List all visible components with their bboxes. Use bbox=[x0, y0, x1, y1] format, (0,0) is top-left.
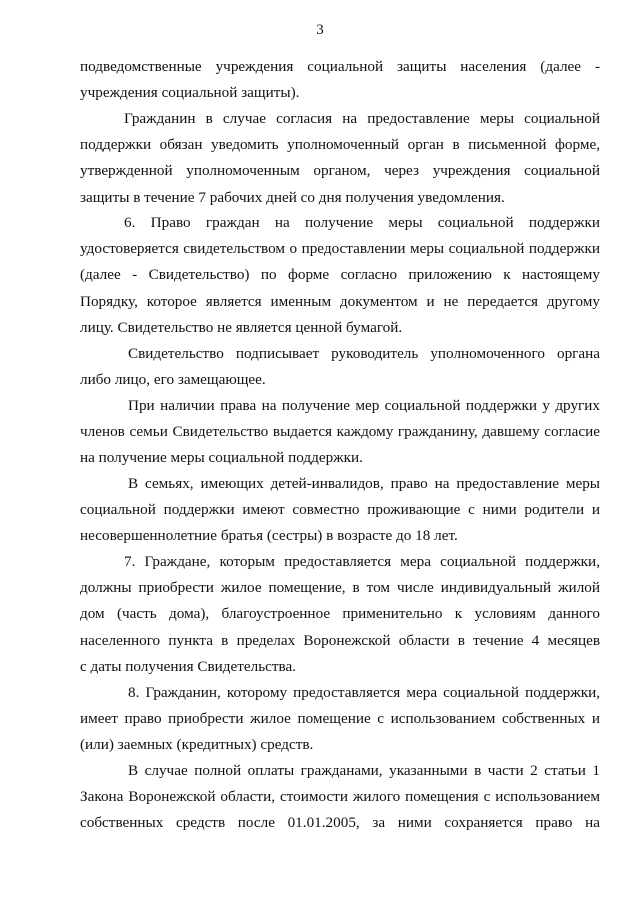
text-line: 6. Право граждан на получение меры социальной поддержки bbox=[124, 214, 600, 231]
text-line: Порядку, которое является именным документом и не передается другому bbox=[80, 292, 600, 310]
text-line: лицу. Свидетельство не является ценной бумагой. bbox=[80, 318, 403, 336]
paragraph bbox=[80, 758, 600, 837]
text-line: либо лицо, его замещающее. bbox=[80, 371, 266, 389]
text-line: учреждения социальной защиты). bbox=[80, 84, 300, 102]
text-line: дом (часть дома), благоустроенное применительно к условиям данного bbox=[80, 605, 600, 623]
text-line: защиты в течение 7 рабочих дней со дня получения уведомления. bbox=[80, 188, 505, 206]
text-line: утвержденной уполномоченным органом, через учреждения социальной bbox=[80, 162, 600, 180]
text-line: 8. Гражданин, которому предоставляется мера социальной поддержки, bbox=[128, 684, 600, 701]
text-line: В случае полной оплаты гражданами, указанными в части 2 статьи 1 bbox=[128, 762, 600, 779]
text-line: При наличии права на получение мер социальной поддержки у других bbox=[128, 397, 600, 414]
text-line: подведомственные учреждения социальной защиты населения (далее - bbox=[80, 58, 600, 75]
text-line: имеет право приобрести жилое помещение с использованием собственных и bbox=[80, 710, 600, 728]
text-line: с даты получения Свидетельства. bbox=[80, 657, 297, 675]
text-line: 7. Граждане, которым предоставляется мера социальной поддержки, bbox=[124, 553, 600, 570]
paragraph bbox=[80, 210, 600, 341]
paragraph bbox=[80, 680, 600, 759]
text-line: Гражданин в случае согласия на предоставление меры социальной bbox=[124, 110, 600, 127]
text-line: Свидетельство подписывает руководитель уполномоченного органа bbox=[128, 345, 600, 362]
paragraph bbox=[80, 106, 600, 211]
text-line: несовершеннолетние братья (сестры) в возрасте до 18 лет. bbox=[80, 527, 458, 545]
text-line: поддержки обязан уведомить уполномоченный орган в письменной форме, bbox=[80, 136, 600, 154]
text-line: удостоверяется свидетельством о предоставлении меры социальной поддержки bbox=[80, 240, 600, 258]
paragraph bbox=[80, 549, 600, 680]
paragraph bbox=[80, 393, 600, 472]
text-line: Закона Воронежской области, стоимости жилого помещения с использованием bbox=[80, 788, 600, 806]
paragraph bbox=[80, 341, 600, 393]
text-line: (далее - Свидетельство) по форме согласно приложению к настоящему bbox=[80, 266, 600, 284]
text-line: В семьях, имеющих детей-инвалидов, право на предоставление меры bbox=[128, 475, 600, 492]
text-line: собственных средств после 01.01.2005, за ними сохраняется право на bbox=[80, 814, 600, 832]
text-line: социальной поддержки имеют совместно проживающие с ними родители и bbox=[80, 501, 600, 519]
text-line: на получение меры социальной поддержки. bbox=[80, 449, 363, 467]
text-line: населенного пункта в пределах Воронежской области в течение 4 месяцев bbox=[80, 631, 600, 649]
text-line: (или) заемных (кредитных) средств. bbox=[80, 736, 314, 754]
page-number: 3 bbox=[316, 22, 324, 38]
paragraph bbox=[80, 54, 600, 106]
paragraph bbox=[80, 471, 600, 550]
text-line: должны приобрести жилое помещение, в том числе индивидуальный жилой bbox=[80, 579, 600, 597]
text-line: членов семьи Свидетельство выдается каждому гражданину, давшему согласие bbox=[80, 423, 600, 441]
